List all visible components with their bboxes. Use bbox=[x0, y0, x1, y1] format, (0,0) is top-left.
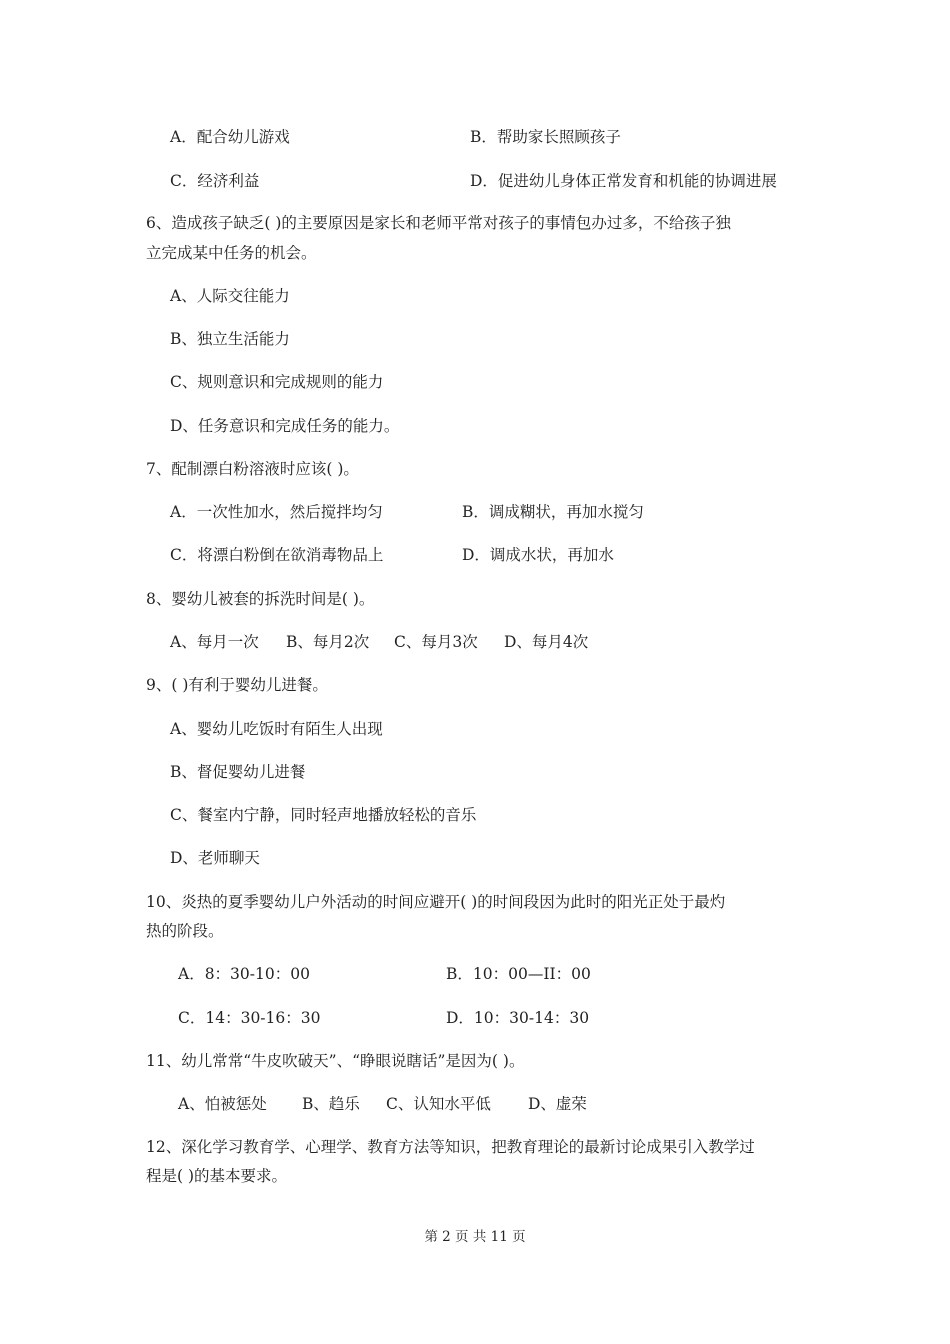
q8-option-c: C、每月3次 bbox=[394, 633, 478, 651]
q5-option-c: C．经济利益 bbox=[170, 172, 260, 190]
q7-option-a: A．一次性加水，然后搅拌均匀 bbox=[170, 503, 383, 521]
q6-option-a: A、人际交往能力 bbox=[170, 287, 290, 305]
q10-option-b: B．10：00—II：00 bbox=[446, 965, 591, 983]
q8-option-b: B、每月2次 bbox=[286, 633, 370, 651]
q6-stem-line1: 6、造成孩子缺乏( )的主要原因是家长和老师平常对孩子的事情包办过多，不给孩子独 bbox=[146, 214, 731, 232]
q8-stem: 8、婴幼儿被套的拆洗时间是( )。 bbox=[146, 590, 375, 608]
q8-option-a: A、每月一次 bbox=[170, 633, 259, 651]
q5-option-a: A．配合幼儿游戏 bbox=[170, 128, 290, 146]
q5-option-b: B．帮助家长照顾孩子 bbox=[470, 128, 621, 146]
q8-option-d: D、每月4次 bbox=[504, 633, 589, 651]
q9-option-d: D、老师聊天 bbox=[170, 849, 260, 867]
page-footer: 第 2 页 共 11 页 bbox=[424, 1229, 526, 1245]
q5-option-d: D．促进幼儿身体正常发育和机能的协调进展 bbox=[470, 172, 777, 190]
q10-stem-line1: 10、炎热的夏季婴幼儿户外活动的时间应避开( )的时间段因为此时的阳光正处于最灼 bbox=[146, 893, 726, 911]
q9-option-a: A、婴幼儿吃饭时有陌生人出现 bbox=[170, 720, 383, 738]
q6-option-c: C、规则意识和完成规则的能力 bbox=[170, 373, 384, 391]
q9-option-c: C、餐室内宁静，同时轻声地播放轻松的音乐 bbox=[170, 806, 477, 824]
q11-option-a: A、怕被惩处 bbox=[178, 1095, 267, 1113]
q10-option-d: D．10：30-14：30 bbox=[446, 1009, 590, 1027]
q6-option-d: D、任务意识和完成任务的能力。 bbox=[170, 417, 400, 435]
q7-option-c: C．将漂白粉倒在欲消毒物品上 bbox=[170, 546, 384, 564]
q7-option-b: B．调成糊状，再加水搅匀 bbox=[462, 503, 644, 521]
q7-option-d: D．调成水状，再加水 bbox=[462, 546, 614, 564]
q10-option-a: A．8：30-10：00 bbox=[178, 965, 310, 983]
q9-stem: 9、( )有利于婴幼儿进餐。 bbox=[146, 676, 328, 694]
q11-option-c: C、认知水平低 bbox=[386, 1095, 491, 1113]
q6-stem-line2: 立完成某中任务的机会。 bbox=[146, 244, 317, 262]
q10-option-c: C．14：30-16：30 bbox=[178, 1009, 321, 1027]
q7-stem: 7、配制漂白粉溶液时应该( )。 bbox=[146, 460, 359, 478]
q11-option-b: B、趋乐 bbox=[302, 1095, 360, 1113]
q11-stem: 11、幼儿常常“牛皮吹破天”、“睁眼说瞎话”是因为( )。 bbox=[146, 1052, 525, 1070]
q11-option-d: D、虚荣 bbox=[528, 1095, 587, 1113]
q10-stem-line2: 热的阶段。 bbox=[146, 922, 224, 940]
q12-stem-line2: 程是( )的基本要求。 bbox=[146, 1167, 288, 1185]
q9-option-b: B、督促婴幼儿进餐 bbox=[170, 763, 306, 781]
q6-option-b: B、独立生活能力 bbox=[170, 330, 290, 348]
q12-stem-line1: 12、深化学习教育学、心理学、教育方法等知识，把教育理论的最新讨论成果引入教学过 bbox=[146, 1138, 755, 1156]
